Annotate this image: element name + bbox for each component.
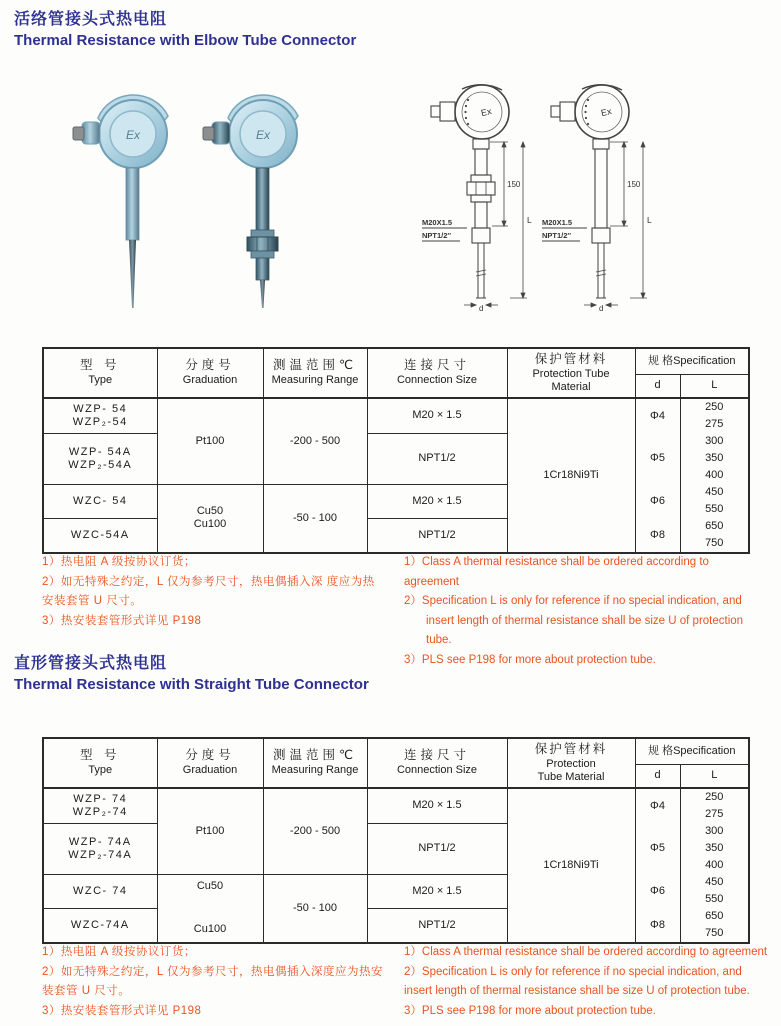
thread-label-m20: M20X1.5 [542, 218, 573, 227]
neck-tube-upper [256, 168, 269, 230]
note-line: 3）PLS see P198 for more about protection tube. [404, 1004, 656, 1017]
cell-L: 750 [680, 535, 749, 553]
notes2-chinese [42, 943, 402, 1021]
header-type-zh: 型 号 [80, 748, 121, 762]
header-connection [367, 738, 507, 788]
cell-connection-1: M20 × 1.5 [367, 788, 507, 823]
dim-150-label: 150 [507, 180, 521, 189]
cell-d-2: Φ5 [635, 823, 680, 874]
cell-d-4: Φ8 [635, 518, 680, 553]
cell-range-pt: -200 - 500 [263, 788, 367, 874]
section2-title [14, 650, 369, 693]
cell-type-group4: WZC-54A [43, 518, 157, 553]
header-graduation [157, 348, 263, 398]
header-range [263, 738, 367, 788]
cell-connection-2: NPT1/2 [367, 433, 507, 484]
cell-d-4: Φ8 [635, 908, 680, 943]
header-graduation-en: Graduation [182, 374, 238, 386]
table-row [43, 518, 749, 535]
drawing-straight-connector [540, 80, 660, 319]
lower-tube [475, 202, 487, 228]
note-line: 3）PLS see P198 for more about protection tube. [404, 653, 656, 666]
cell-connection-3: M20 × 1.5 [367, 484, 507, 518]
header-connection-zh: 连接尺寸 [403, 748, 470, 762]
thermal-resistance-photo-plain [70, 84, 192, 312]
union-collar-top [471, 175, 491, 182]
header-L: L [680, 764, 749, 788]
header-protection [507, 348, 635, 398]
cell-L: 350 [680, 840, 749, 857]
note-line: 1）Class A thermal resistance shall be ordered according to agreement [404, 946, 768, 958]
header-protection-en2: Material [551, 380, 591, 393]
cell-type-group3: WZC- 74 [43, 874, 157, 908]
note-line: 2）Specification L is only for reference if no special indication, and [404, 965, 742, 978]
note-line: 2）Specification L is only for reference if no special indication, and [404, 595, 742, 607]
cell-L: 450 [680, 874, 749, 891]
cable-entry [212, 122, 230, 144]
cell-type-group2: WZP- 54A WZP₂-54A [43, 433, 157, 484]
neck-flange [473, 139, 489, 149]
cell-L: 250 [680, 398, 749, 416]
header-range-en: Measuring Range [271, 764, 359, 776]
neck-tube [126, 168, 139, 240]
header-protection-en1: Protection Tube [532, 367, 610, 380]
section1-title-zh: 活络管接头式热电阻 [14, 11, 168, 28]
header-specification: 规 格Specification [635, 738, 749, 764]
note-line: 2）如无特殊之约定，L 仅为参考尺寸，热电偶插入深度应为热安 [42, 965, 384, 978]
cell-d-1: Φ4 [635, 788, 680, 823]
cell-L: 400 [680, 857, 749, 874]
neck-tube-lower [256, 258, 269, 280]
cell-L: 300 [680, 433, 749, 450]
table-row [43, 398, 749, 416]
header-graduation-en: Graduation [182, 764, 238, 776]
thread-label-m20: M20X1.5 [422, 218, 453, 227]
note-line: 3）热安装套管形式详见 P198 [42, 1004, 202, 1017]
section1-title [14, 6, 356, 49]
cable-gland [203, 127, 214, 140]
table-row [43, 433, 749, 450]
note-line: 安装套管 U 尺寸。 [42, 595, 143, 607]
cell-protection: 1Cr18Ni9Ti [507, 398, 635, 553]
spec-table-2-wrap [42, 737, 748, 944]
note-line: insert length of thermal resistance shall be size U of protection tube. [426, 614, 744, 646]
cell-L: 550 [680, 891, 749, 908]
header-protection [507, 738, 635, 788]
header-protection-zh: 保护管材料 [534, 351, 608, 366]
header-graduation-zh: 分度号 [185, 748, 235, 762]
dim-150 [490, 142, 508, 226]
cable-gland [551, 106, 560, 117]
header-protection-en1: Protection [546, 757, 596, 770]
table-row [43, 823, 749, 840]
straight-connector-drawing [540, 80, 660, 314]
union-connector-drawing [420, 80, 540, 314]
cell-connection-4: NPT1/2 [367, 908, 507, 943]
note-line: 1）热电阻 A 级按协议订货； [42, 946, 196, 958]
thread-label-npt: NPT1/2′′ [542, 231, 572, 240]
section1-title-en: Thermal Resistance with Elbow Tube Connector [14, 32, 357, 49]
cell-d-2: Φ5 [635, 433, 680, 484]
cell-d-1: Φ4 [635, 398, 680, 433]
dim-L-label: L [527, 215, 532, 225]
header-connection-en: Connection Size [396, 764, 478, 776]
cable-entry [82, 122, 100, 144]
cell-graduation-pt: Pt100 [157, 398, 263, 484]
ex-marking: Ex [255, 128, 271, 142]
header-range-en: Measuring Range [271, 374, 359, 386]
thread-coupler [592, 228, 610, 243]
spec-table-1-wrap [42, 347, 748, 554]
cell-graduation-pt: Pt100 [157, 788, 263, 874]
header-connection [367, 348, 507, 398]
cable-entry [560, 102, 575, 121]
cell-type-group1: WZP- 54 WZP₂-54 [43, 398, 157, 433]
cell-graduation-cu: Cu50 Cu100 [157, 874, 263, 943]
table-row [43, 484, 749, 501]
table-row [43, 788, 749, 806]
header-d: d [635, 374, 680, 398]
header-graduation [157, 738, 263, 788]
dim-L-label: L [647, 215, 652, 225]
header-specification: 规 格Specification [635, 348, 749, 374]
note-line: insert length of thermal resistance shall be size U of protection tube. [404, 985, 750, 997]
cell-L: 400 [680, 467, 749, 484]
union-collar-bottom [471, 195, 491, 202]
cell-d-3: Φ6 [635, 874, 680, 908]
cell-range-cu: -50 - 100 [263, 874, 367, 943]
product-photo-2 [200, 84, 322, 317]
screw-dots [464, 99, 469, 125]
cell-L: 275 [680, 416, 749, 433]
note-line: 1）热电阻 A 级按协议订货； [42, 556, 196, 568]
header-connection-en: Connection Size [396, 374, 478, 386]
screw-dots [584, 99, 589, 125]
table-row [43, 908, 749, 925]
cell-L: 275 [680, 806, 749, 823]
header-type [43, 738, 157, 788]
cell-L: 300 [680, 823, 749, 840]
header-connection-zh: 连接尺寸 [403, 358, 470, 372]
cell-range-cu: -50 - 100 [263, 484, 367, 553]
cell-L: 750 [680, 925, 749, 943]
cell-L: 350 [680, 450, 749, 467]
header-type-zh: 型 号 [80, 358, 121, 372]
note-line: 1）Class A thermal resistance shall be ordered according to agreement [404, 556, 709, 588]
dim-150-label: 150 [627, 180, 641, 189]
header-graduation-zh: 分度号 [185, 358, 235, 372]
header-type [43, 348, 157, 398]
cell-graduation-cu: Cu50 Cu100 [157, 484, 263, 553]
cell-L: 250 [680, 788, 749, 806]
section2-title-zh: 直形管接头式热电阻 [14, 655, 168, 672]
header-range-zh: 测温范围℃ [272, 358, 358, 372]
header-range-zh: 测温范围℃ [272, 748, 358, 762]
dim-150 [610, 142, 628, 226]
probe [129, 240, 136, 308]
union-hex-nut [247, 237, 278, 251]
neck-tube [475, 149, 487, 175]
cell-connection-3: M20 × 1.5 [367, 874, 507, 908]
dim-L [510, 142, 527, 298]
thread-coupler [472, 228, 490, 243]
thermal-resistance-photo-union [200, 84, 322, 312]
cell-type-group1: WZP- 74 WZP₂-74 [43, 788, 157, 823]
note-line: 装套管 U 尺寸。 [42, 985, 131, 997]
cable-gland [431, 106, 440, 117]
header-d: d [635, 764, 680, 788]
header-type-en: Type [88, 764, 113, 776]
header-protection-zh: 保护管材料 [534, 741, 608, 756]
union-collar-top [251, 230, 274, 237]
table-row [43, 874, 749, 891]
notes1-english [404, 553, 764, 670]
cell-L: 450 [680, 484, 749, 501]
section2-title-en: Thermal Resistance with Straight Tube Connector [14, 676, 369, 693]
ex-marking: Ex [479, 105, 493, 119]
union-hex-nut [467, 182, 495, 195]
thread-label-npt: NPT1/2′′ [422, 231, 452, 240]
cable-gland [73, 127, 84, 140]
cell-L: 550 [680, 501, 749, 518]
cell-L: 650 [680, 518, 749, 535]
cell-connection-1: M20 × 1.5 [367, 398, 507, 433]
notes2-english [404, 943, 769, 1021]
header-range [263, 348, 367, 398]
cell-d-3: Φ6 [635, 484, 680, 518]
neck-flange [593, 139, 609, 149]
note-line: 3）热安装套管形式详见 P198 [42, 614, 202, 627]
notes1-chinese [42, 553, 402, 631]
header-type-en: Type [88, 374, 113, 386]
product-photo-1 [70, 84, 192, 317]
drawing-union-connector [420, 80, 540, 319]
header-protection-en2: Tube Material [537, 770, 605, 783]
dim-L [630, 142, 647, 298]
ex-marking: Ex [125, 128, 141, 142]
cell-L: 650 [680, 908, 749, 925]
neck-tube [595, 149, 607, 228]
union-collar-bottom [251, 251, 274, 258]
cable-entry [440, 102, 455, 121]
cell-range-pt: -200 - 500 [263, 398, 367, 484]
cell-type-group2: WZP- 74A WZP₂-74A [43, 823, 157, 874]
note-line: 2）如无特殊之约定，L 仅为参考尺寸，热电偶插入深 度应为热 [42, 575, 375, 588]
cell-connection-2: NPT1/2 [367, 823, 507, 874]
dim-d-label: d [599, 304, 604, 313]
spec-table-elbow [42, 347, 750, 554]
dim-d-label: d [479, 304, 484, 313]
cell-type-group4: WZC-74A [43, 908, 157, 943]
ex-marking: Ex [599, 105, 613, 119]
cell-connection-4: NPT1/2 [367, 518, 507, 553]
cell-type-group3: WZC- 54 [43, 484, 157, 518]
spec-table-straight [42, 737, 750, 944]
probe [260, 280, 265, 308]
cell-protection: 1Cr18Ni9Ti [507, 788, 635, 943]
header-L: L [680, 374, 749, 398]
